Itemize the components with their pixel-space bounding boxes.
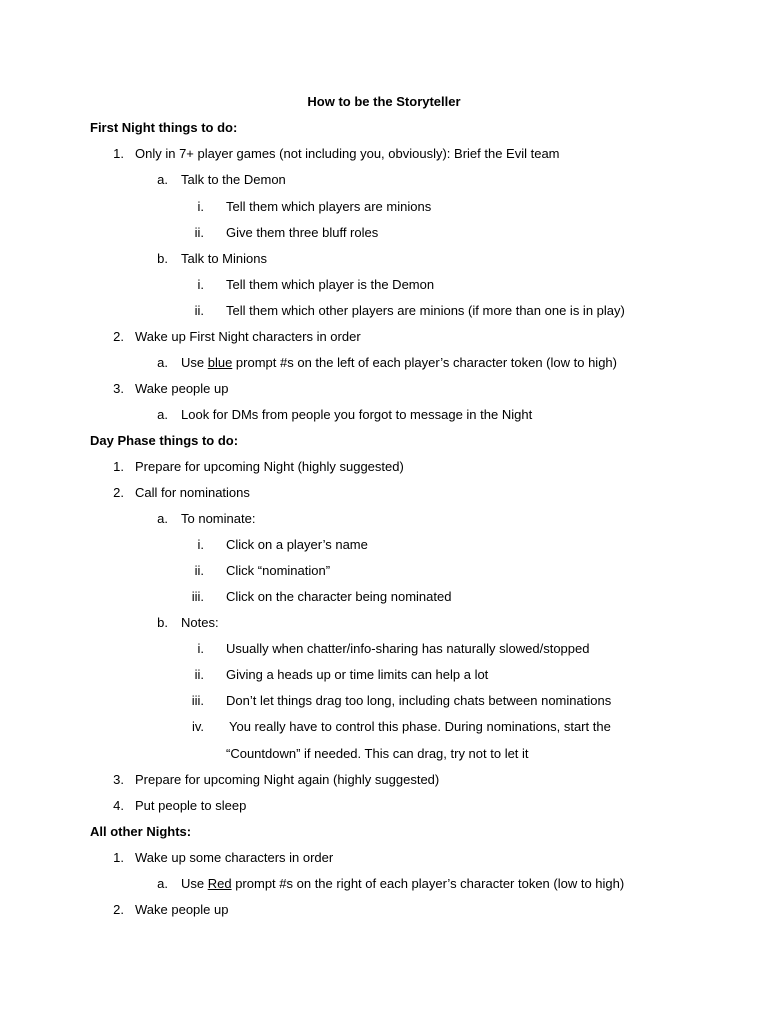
list-item: Usually when chatter/info-sharing has naturally slowed/stopped (226, 641, 590, 656)
list-item: Wake people up (135, 381, 229, 396)
list-item: Wake up First Night characters in order (135, 329, 361, 344)
list-marker: b. (157, 251, 168, 266)
list-marker: ii. (194, 563, 204, 578)
list-item: Tell them which other players are minions (if more than one is in play) (226, 303, 625, 318)
list-marker: a. (157, 355, 168, 370)
list-marker: i. (197, 199, 204, 214)
list-marker: 2. (113, 902, 124, 917)
list-item: You really have to control this phase. During nominations, start the (229, 719, 611, 734)
list-item: Click on the character being nominated (226, 589, 452, 604)
list-item: Give them three bluff roles (226, 225, 379, 240)
list-marker: 3. (113, 772, 124, 787)
list-item: Talk to Minions (181, 251, 267, 266)
list-item: Prepare for upcoming Night (highly suggested) (135, 459, 404, 474)
list-marker: i. (197, 277, 204, 292)
underlined-word: blue (207, 355, 233, 370)
list-marker: 1. (113, 850, 124, 865)
list-item: Tell them which player is the Demon (226, 277, 435, 292)
list-item: To nominate: (181, 511, 256, 526)
list-item: Talk to the Demon (181, 172, 286, 187)
document-title: How to be the Storyteller (307, 94, 461, 109)
list-marker: ii. (194, 667, 204, 682)
list-marker: ii. (194, 225, 204, 240)
list-item: Put people to sleep (135, 798, 247, 813)
list-item: Click on a player’s name (226, 537, 368, 552)
list-marker: a. (157, 511, 168, 526)
list-marker: a. (157, 407, 168, 422)
list-item: Don’t let things drag too long, including chats between nominations (226, 693, 612, 708)
list-marker: 4. (113, 798, 124, 813)
list-marker: i. (197, 641, 204, 656)
list-item-text: prompt #s on the left of each player’s character token (low to high) (232, 355, 617, 370)
list-item: Call for nominations (135, 485, 250, 500)
list-marker: iv. (191, 719, 204, 734)
list-item: Wake up some characters in order (135, 850, 334, 865)
list-item: Only in 7+ player games (not including you, obviously): Brief the Evil team (135, 146, 560, 161)
list-item (181, 876, 624, 892)
list-item: Notes: (181, 615, 219, 630)
list-item: Click “nomination” (226, 563, 331, 578)
list-item (181, 355, 617, 371)
list-item-continuation: “Countdown” if needed. This can drag, try not to let it (226, 746, 529, 761)
list-item-text: prompt #s on the right of each player’s character token (low to high) (231, 876, 625, 891)
list-marker: iii. (191, 589, 204, 604)
list-item: Giving a heads up or time limits can help a lot (226, 667, 489, 682)
list-marker: 2. (113, 485, 124, 500)
list-marker: ii. (194, 303, 204, 318)
list-marker: b. (157, 615, 168, 630)
section-heading-first-night: First Night things to do: (90, 120, 238, 135)
list-item: Wake people up (135, 902, 229, 917)
list-item: Look for DMs from people you forgot to message in the Night (181, 407, 533, 422)
list-marker: a. (157, 172, 168, 187)
list-marker: 2. (113, 329, 124, 344)
list-item-text: Use (181, 876, 208, 891)
section-heading-day-phase: Day Phase things to do: (90, 433, 239, 448)
list-item: Tell them which players are minions (226, 199, 432, 214)
list-item: Prepare for upcoming Night again (highly suggested) (135, 772, 440, 787)
section-heading-other-nights: All other Nights: (90, 824, 192, 839)
list-item-text: Use (181, 355, 208, 370)
list-marker: 1. (113, 146, 124, 161)
list-marker: 3. (113, 381, 124, 396)
underlined-word: Red (207, 876, 232, 891)
list-marker: a. (157, 876, 168, 891)
list-marker: 1. (113, 459, 124, 474)
list-marker: iii. (191, 693, 204, 708)
list-marker: i. (197, 537, 204, 552)
